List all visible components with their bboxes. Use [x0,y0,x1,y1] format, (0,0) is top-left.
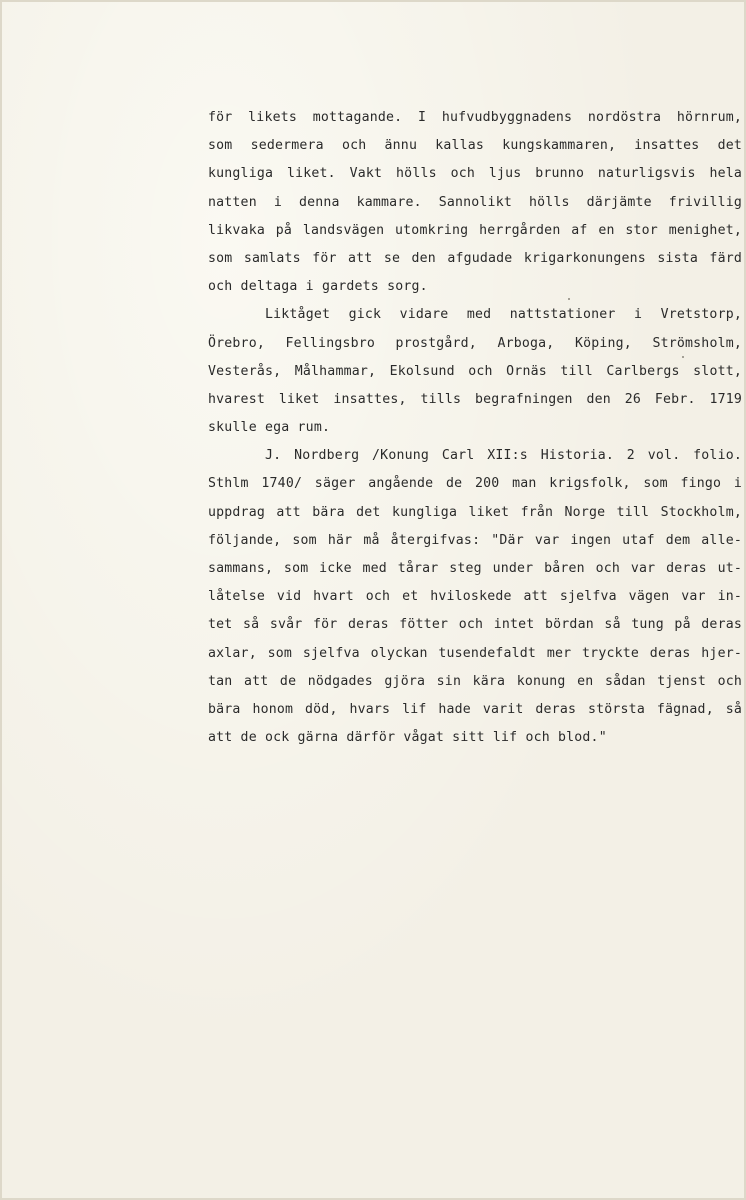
text-line: att de ock gärna därför vågat sitt lif och blod." [208,730,607,746]
text-line: låtelse vid hvart och et hviloskede att sjelfva vägen var in- [208,589,742,605]
text-line: J. Nordberg /Konung Carl XII:s Historia. 2 vol. folio. [265,448,742,464]
text-line: axlar, som sjelfva olyckan tusendefaldt mer tryckte deras hjer- [208,645,742,661]
text-line: som sedermera och ännu kallas kungskammaren, insattes det [208,138,742,154]
text-line: tan att de nödgades gjöra sin kära konung en sådan tjenst och [208,673,742,689]
text-line: som samlats för att se den afgudade krigarkonungens sista färd [208,250,742,266]
text-line: Örebro, Fellingsbro prostgård, Arboga, Köping, Strömsholm, [208,335,742,351]
text-line: likvaka på landsvägen utomkring herrgården af en stor menighet, [208,222,742,238]
text-line: Liktåget gick vidare med nattstationer i Vretstorp, [265,307,742,323]
typewritten-text [208,104,742,752]
text-line: kungliga liket. Vakt hölls och ljus brunno naturligsvis hela [208,166,742,182]
text-line: följande, som här må återgifvas: "Där var ingen utaf dem alle- [208,532,742,548]
text-line: skulle ega rum. [208,420,331,436]
text-line: sammans, som icke med tårar steg under båren och var deras ut- [208,561,742,576]
text-line: Sthlm 1740/ säger angående de 200 man krigsfolk, som fingo i [208,476,742,492]
text-line: bära honom död, hvars lif hade varit deras största fägnad, så [208,701,742,717]
text-line: natten i denna kammare. Sannolikt hölls därjämte frivillig [208,194,742,210]
text-line: för likets mottagande. I hufvudbyggnadens nordöstra hörnrum, [208,110,742,125]
text-line: hvarest liket insattes, tills begrafningen den 26 Febr. 1719 [208,391,742,407]
text-line: tet så svår för deras fötter och intet bördan så tung på deras [208,617,742,633]
text-line: Vesterås, Målhammar, Ekolsund och Ornäs till Carlbergs slott, [208,363,742,379]
text-line: och deltaga i gardets sorg. [208,279,428,295]
text-line: uppdrag att bära det kungliga liket från Norge till Stockholm, [208,504,742,520]
